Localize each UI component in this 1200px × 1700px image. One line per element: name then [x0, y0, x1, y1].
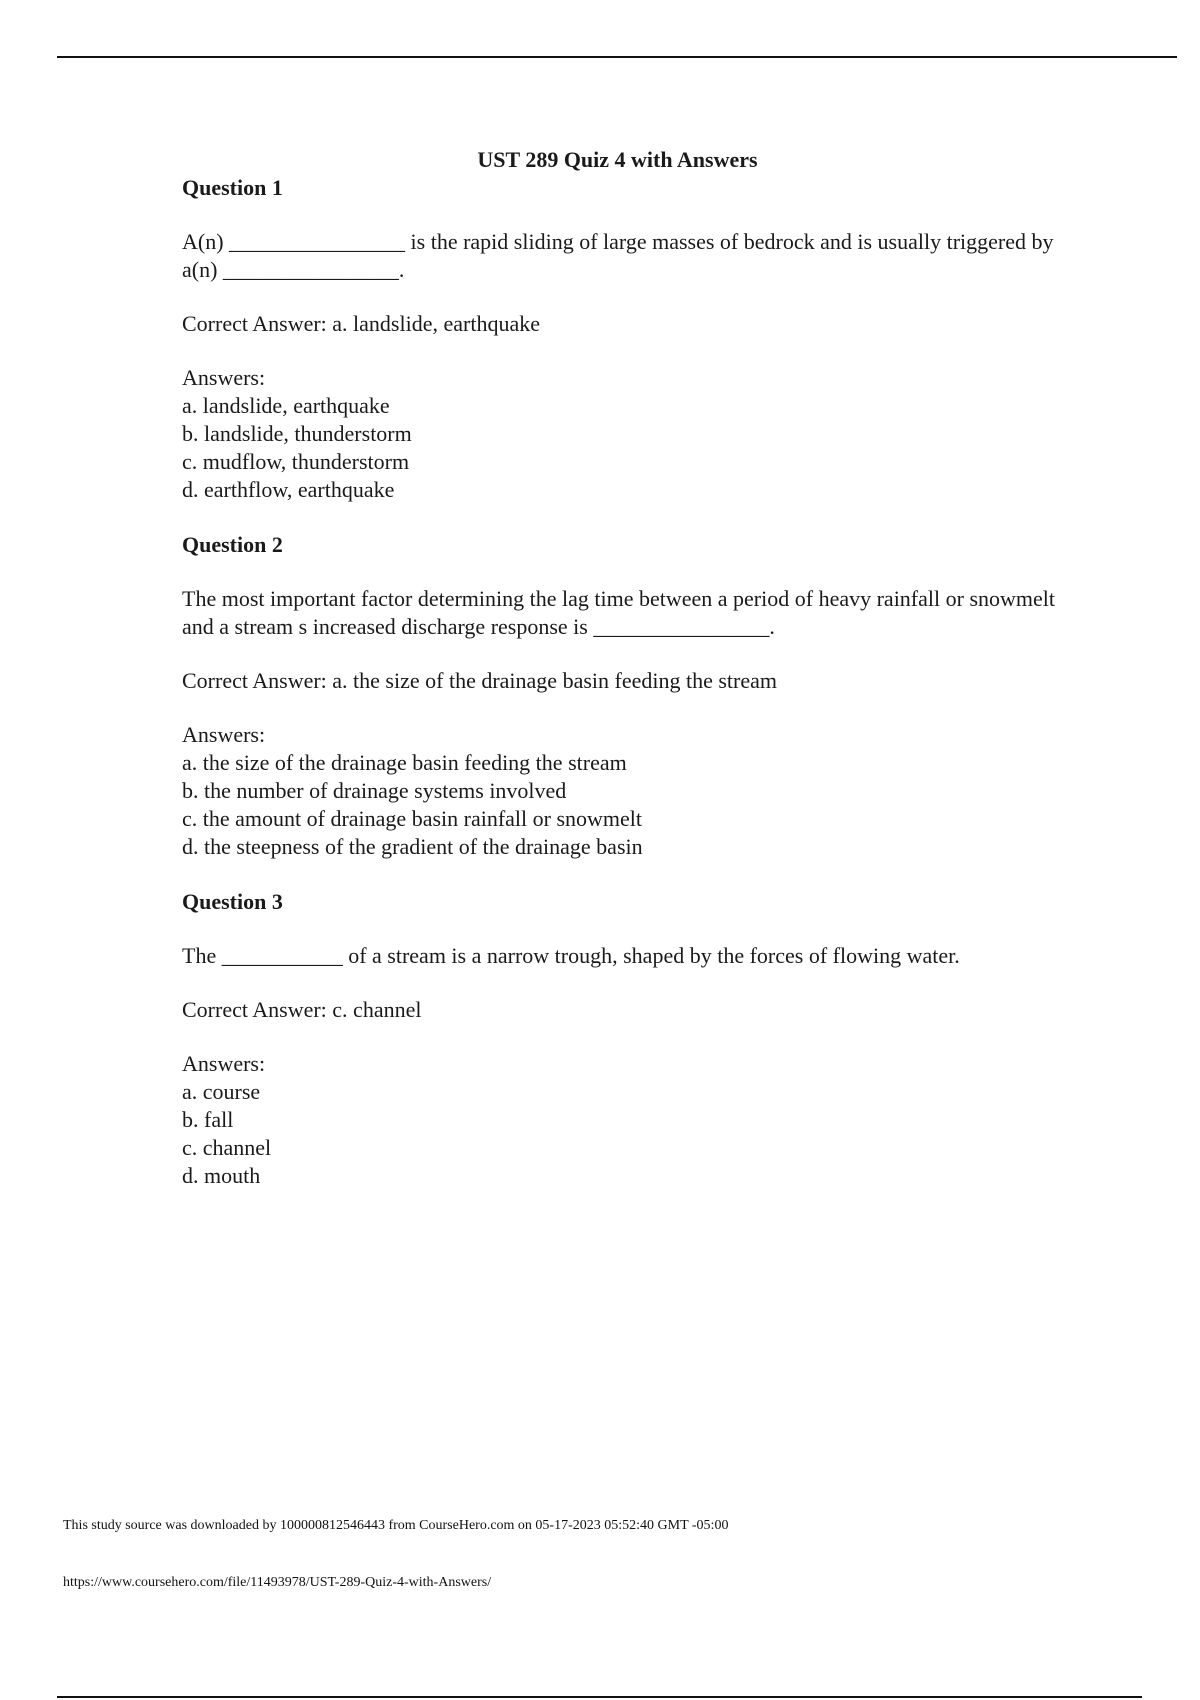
answer-option: b. landslide, thunderstorm — [182, 421, 412, 446]
top-rule — [57, 56, 1177, 58]
question-3 — [182, 888, 1082, 1190]
answer-option: c. mudflow, thunderstorm — [182, 449, 410, 474]
question-heading: Question 3 — [182, 889, 283, 914]
correct-answer: Correct Answer: c. channel — [182, 997, 422, 1022]
question-1 — [182, 174, 1082, 504]
source-url[interactable]: https://www.coursehero.com/file/11493978/UST-289-Quiz-4-with-Answers/ — [63, 1575, 492, 1590]
answer-list — [182, 1078, 1082, 1190]
answer-option: a. the size of the drainage basin feeding the stream — [182, 750, 627, 775]
answer-option: c. the amount of drainage basin rainfall or snowmelt — [182, 806, 643, 831]
answers-label: Answers: — [182, 722, 266, 747]
question-2 — [182, 531, 1082, 861]
correct-answer: Correct Answer: a. the size of the drainage basin feeding the stream — [182, 668, 777, 693]
answer-option: d. mouth — [182, 1163, 261, 1188]
answer-option: a. landslide, earthquake — [182, 393, 390, 418]
question-text: The most important factor determining the lag time between a period of heavy rainfall or snowmelt and a stream s increased discharge response is ________________. — [182, 586, 1055, 639]
answer-option: b. fall — [182, 1107, 234, 1132]
question-text: The ___________ of a stream is a narrow trough, shaped by the forces of flowing water. — [182, 943, 960, 968]
answers-label: Answers: — [182, 365, 266, 390]
question-heading: Question 1 — [182, 175, 283, 200]
answer-option: a. course — [182, 1079, 261, 1104]
answer-option: c. channel — [182, 1135, 272, 1160]
answer-option: d. earthflow, earthquake — [182, 477, 395, 502]
download-notice: This study source was downloaded by 100000812546443 from CourseHero.com on 05-17-2023 05:52:40 GMT -05:00 — [63, 1518, 729, 1533]
answers-label: Answers: — [182, 1051, 266, 1076]
answer-list — [182, 392, 1082, 504]
answer-list — [182, 749, 1082, 861]
answer-option: b. the number of drainage systems involved — [182, 778, 567, 803]
bottom-rule — [57, 1696, 1142, 1698]
document-title: UST 289 Quiz 4 with Answers — [477, 147, 758, 172]
answer-option: d. the steepness of the gradient of the drainage basin — [182, 834, 643, 859]
quiz-content — [182, 174, 1082, 1190]
question-text: A(n) ________________ is the rapid sliding of large masses of bedrock and is usually triggered by a(n) ________________. — [182, 229, 1054, 282]
correct-answer: Correct Answer: a. landslide, earthquake — [182, 311, 540, 336]
question-heading: Question 2 — [182, 532, 283, 557]
